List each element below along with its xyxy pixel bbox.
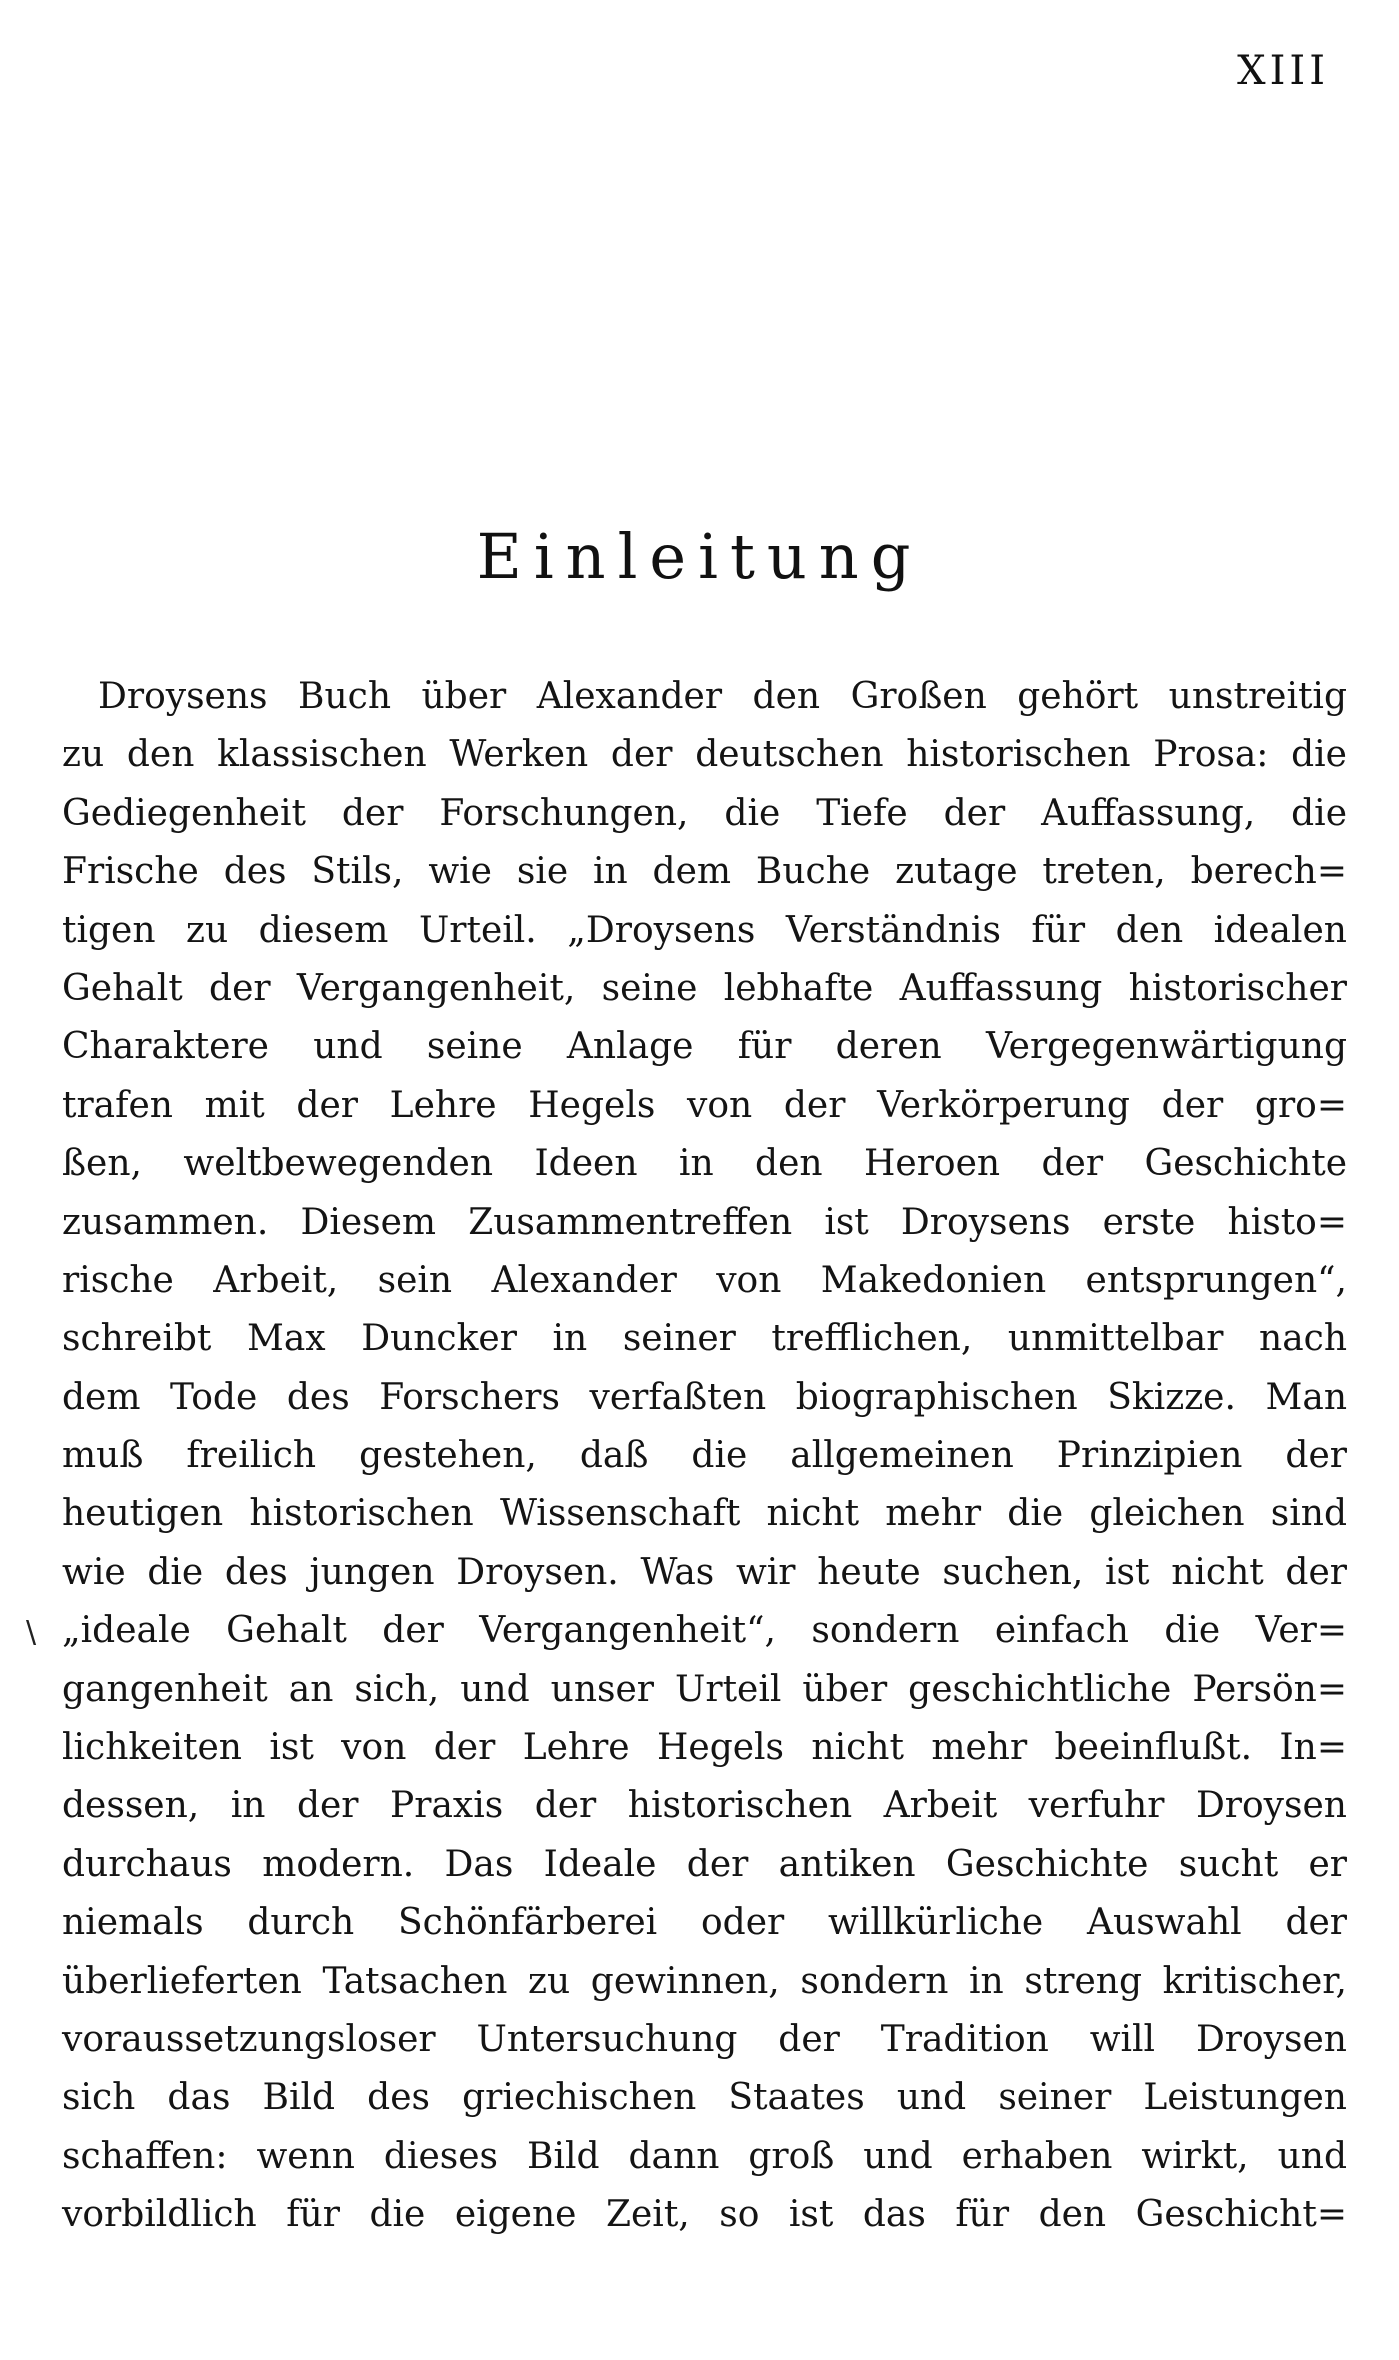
text-line: überlieferten Tatsachen zu gewinnen, sondern in streng kritischer,	[62, 1960, 1347, 2002]
text-line: voraussetzungsloser Untersuchung der Tradition will Droysen	[62, 2018, 1347, 2060]
text-line: dessen, in der Praxis der historischen Arbeit verfuhr Droysen	[62, 1785, 1347, 1827]
text-line: vorbildlich für die eigene Zeit, so ist das für den Geschicht=	[62, 2194, 1347, 2236]
text-line: niemals durch Schönfärberei oder willkürliche Auswahl der	[62, 1902, 1347, 1944]
text-line: wie die des jungen Droysen. Was wir heute suchen, ist nicht der	[62, 1551, 1347, 1593]
text-line: tigen zu diesem Urteil. „Droysens Verständnis für den idealen	[62, 909, 1347, 951]
text-line: Charaktere und seine Anlage für deren Vergegenwärtigung	[62, 1026, 1347, 1068]
text-line: rische Arbeit, sein Alexander von Makedonien entsprungen“,	[62, 1259, 1347, 1301]
text-line: muß freilich gestehen, daß die allgemeinen Prinzipien der	[62, 1435, 1347, 1477]
page-number: XIII	[1237, 48, 1329, 94]
text-line: schreibt Max Duncker in seiner trefflichen, unmittelbar nach	[62, 1318, 1347, 1360]
text-line: lichkeiten ist von der Lehre Hegels nicht mehr beeinflußt. In=	[62, 1727, 1347, 1769]
chapter-heading: Einleitung	[476, 520, 923, 593]
margin-mark: \	[26, 1615, 37, 1650]
text-line: durchaus modern. Das Ideale der antiken Geschichte sucht er	[62, 1843, 1347, 1885]
text-line: Gehalt der Vergangenheit, seine lebhafte Auffassung historischer	[62, 967, 1347, 1009]
text-line: zu den klassischen Werken der deutschen historischen Prosa: die	[62, 734, 1347, 776]
text-line: Frische des Stils, wie sie in dem Buche zutage treten, berech=	[62, 851, 1347, 893]
text-line: heutigen historischen Wissenschaft nicht mehr die gleichen sind	[62, 1493, 1347, 1535]
text-line: schaffen: wenn dieses Bild dann groß und erhaben wirkt, und	[62, 2135, 1347, 2177]
text-line: gangenheit an sich, und unser Urteil über geschichtliche Persön=	[62, 1668, 1347, 1710]
body-text	[62, 668, 1347, 2245]
text-line: dem Tode des Forschers verfaßten biographischen Skizze. Man	[62, 1376, 1347, 1418]
text-line: ßen, weltbewegenden Ideen in den Heroen der Geschichte	[62, 1143, 1347, 1185]
text-line: zusammen. Diesem Zusammentreffen ist Droysens erste histo=	[62, 1201, 1347, 1243]
text-line: Gediegenheit der Forschungen, die Tiefe der Auffassung, die	[62, 792, 1347, 834]
text-line: Droysens Buch über Alexander den Großen gehört unstreitig	[98, 676, 1347, 717]
text-line: sich das Bild des griechischen Staates und seiner Leistungen	[62, 2077, 1347, 2119]
text-line: trafen mit der Lehre Hegels von der Verkörperung der gro=	[62, 1084, 1347, 1126]
text-line: „ideale Gehalt der Vergangenheit“, sondern einfach die Ver=	[62, 1610, 1347, 1652]
